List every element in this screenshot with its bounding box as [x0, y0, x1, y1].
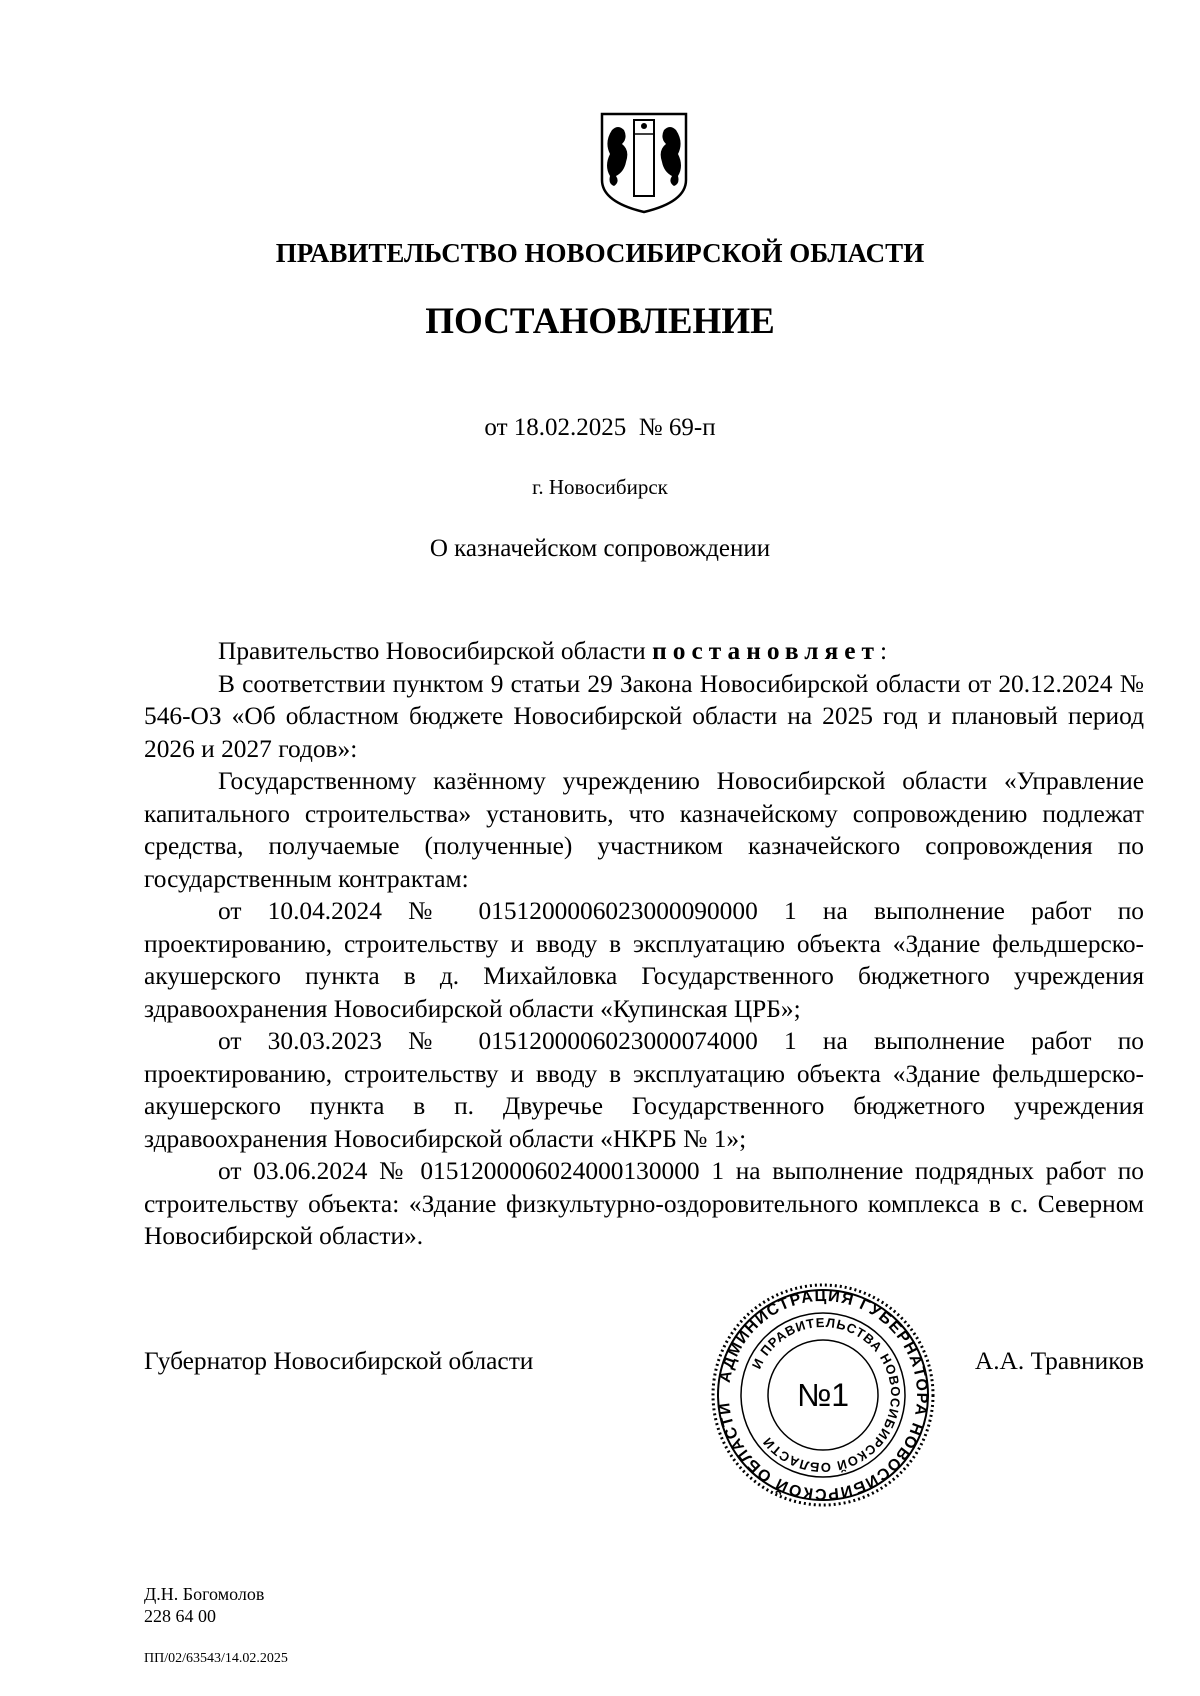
svg-text:АДМИНИСТРАЦИЯ ГУБЕРНАТОРА НОВО: АДМИНИСТРАЦИЯ ГУБЕРНАТОРА НОВОСИБИРСКОЙ ОБЛАСТИ [716, 1287, 931, 1503]
svg-text:И ПРАВИТЕЛЬСТВА НОВОСИБИРСКОЙ: И ПРАВИТЕЛЬСТВА НОВОСИБИРСКОЙ ОБЛАСТИ [748, 1314, 904, 1476]
body-paragraph-intro: Правительство Новосибирской области постановляет: [218, 637, 888, 665]
body-paragraph-contract-2: от 30.03.2023 № 0151200006023000074000 1 на выполнение работ по проектированию, строительству и вводу в эксплуатацию объекта «Здание фельдшерско-акушерского пункта в п. Двуречье Государственного бюджетного учреждения здравоохранения Новосибирской области «НКРБ № 1»; [144, 1027, 1144, 1153]
document-city: г. Новосибирск [532, 475, 668, 499]
signatory-name: А.А. Травников [974, 1347, 1144, 1375]
body-paragraph-decision: Государственному казённому учреждению Новосибирской области «Управление капитального строительства» установить, что казначейскому сопровождению подлежат средства, получаемые (полученные) участником казначейского сопровождения по государственным контрактам: [144, 767, 1144, 893]
novosibirsk-coat-of-arms-icon [598, 110, 690, 216]
organization-name: ПРАВИТЕЛЬСТВО НОВОСИБИРСКОЙ ОБЛАСТИ [275, 238, 925, 268]
body-paragraph-contract-3: от 03.06.2024 № 0151200006024000130000 1 на выполнение подрядных работ по строительству объекта: «Здание физкультурно-оздоровительного комплекса в с. Северном Новосибирской области». [144, 1157, 1144, 1250]
signatory-title: Губернатор Новосибирской области [144, 1347, 534, 1375]
executor-phone: 228 64 00 [144, 1606, 216, 1626]
executor-name: Д.Н. Богомолов [144, 1584, 265, 1604]
document-subject: О казначейском сопровождении [429, 535, 771, 562]
decree-keyword: постановляет [652, 637, 880, 665]
official-seal-stamp [708, 1280, 938, 1510]
document-type: ПОСТАНОВЛЕНИЕ [425, 301, 775, 342]
document-reference: ПП/02/63543/14.02.2025 [144, 1651, 288, 1666]
document-date-number: от 18.02.2025 № 69-п [484, 414, 716, 441]
seal-number: №1 [796, 1377, 850, 1413]
body-paragraph-legal-basis: В соответствии пунктом 9 статьи 29 Закона Новосибирской области от 20.12.2024 № 546-ОЗ «Об областном бюджете Новосибирской области на 2025 год и плановый период 2026 и 2027 годов»: [144, 669, 1144, 763]
document-body [144, 635, 1144, 1253]
body-paragraph-contract-1: от 10.04.2024 № 0151200006023000090000 1 на выполнение работ по проектированию, строительству и вводу в эксплуатацию объекта «Здание фельдшерско-акушерского пункта в д. Михайловка Государственного бюджетного учреждения здравоохранения Новосибирской области «Купинская ЦРБ»; [144, 897, 1144, 1023]
